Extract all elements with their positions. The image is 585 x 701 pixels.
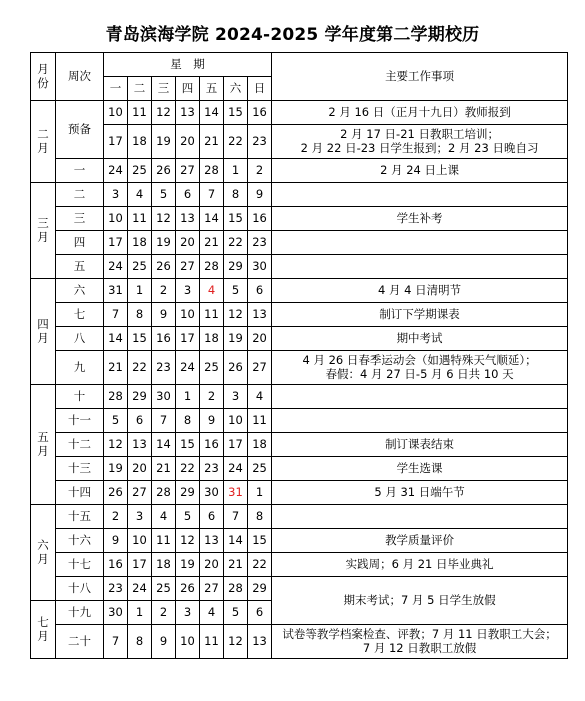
day-cell: 16	[248, 207, 272, 231]
day-cell: 9	[248, 183, 272, 207]
notes-cell: 制订下学期课表	[272, 303, 568, 327]
week-row	[31, 553, 568, 577]
day-cell: 22	[128, 351, 152, 385]
day-cell: 3	[128, 505, 152, 529]
day-cell: 1	[248, 481, 272, 505]
month-label-char: 七	[37, 614, 49, 629]
week-number: 十八	[56, 577, 104, 601]
day-cell: 7	[104, 303, 128, 327]
day-cell: 21	[104, 351, 128, 385]
month-label-char: 六	[37, 537, 49, 552]
day-cell: 2	[248, 159, 272, 183]
month-label-char: 月	[37, 140, 49, 155]
day-cell: 23	[104, 577, 128, 601]
day-cell: 14	[104, 327, 128, 351]
day-cell: 4	[152, 505, 176, 529]
notes-cell: 2 月 24 日上课	[272, 159, 568, 183]
weekday-header: 三	[152, 77, 176, 101]
notes-cell: 5 月 31 日端午节	[272, 481, 568, 505]
week-number: 十四	[56, 481, 104, 505]
day-cell: 5	[104, 409, 128, 433]
day-cell: 10	[176, 625, 200, 659]
day-cell: 2	[200, 385, 224, 409]
day-cell: 17	[176, 327, 200, 351]
week-number: 三	[56, 207, 104, 231]
day-cell: 15	[248, 529, 272, 553]
week-row	[31, 351, 568, 385]
weekday-header: 日	[248, 77, 272, 101]
day-cell: 28	[152, 481, 176, 505]
day-cell: 27	[176, 159, 200, 183]
month-header-char: 份	[37, 75, 49, 90]
notes-header: 主要工作事项	[272, 53, 568, 101]
day-cell: 16	[248, 101, 272, 125]
week-number: 十七	[56, 553, 104, 577]
day-cell: 25	[248, 457, 272, 481]
week-row	[31, 159, 568, 183]
notes-cell: 期中考试	[272, 327, 568, 351]
week-row	[31, 101, 568, 125]
notes-cell: 2 月 16 日（正月十九日）教师报到	[272, 101, 568, 125]
month-cell	[31, 601, 56, 659]
month-cell	[31, 101, 56, 183]
day-cell: 5	[224, 601, 248, 625]
day-cell: 19	[152, 231, 176, 255]
day-cell: 13	[176, 207, 200, 231]
day-cell: 7	[152, 409, 176, 433]
day-cell: 25	[152, 577, 176, 601]
week-number: 十五	[56, 505, 104, 529]
weekday-header: 六	[224, 77, 248, 101]
day-cell: 18	[152, 553, 176, 577]
day-cell: 12	[224, 625, 248, 659]
holiday-day-cell: 4	[200, 279, 224, 303]
day-cell: 28	[200, 159, 224, 183]
day-cell: 10	[128, 529, 152, 553]
day-cell: 26	[152, 255, 176, 279]
day-cell: 21	[200, 231, 224, 255]
day-cell: 1	[176, 385, 200, 409]
day-cell: 13	[176, 101, 200, 125]
day-cell: 3	[176, 601, 200, 625]
notes-cell: 试卷等教学档案检查、评教；7 月 11 日教职工大会； 7 月 12 日教职工放假	[272, 625, 568, 659]
notes-cell	[272, 183, 568, 207]
day-cell: 7	[224, 505, 248, 529]
day-cell: 20	[248, 327, 272, 351]
day-cell: 5	[224, 279, 248, 303]
day-cell: 11	[128, 101, 152, 125]
month-label-char: 月	[37, 551, 49, 566]
notes-cell: 2 月 17 日-21 日教职工培训； 2 月 22 日-23 日学生报到；2 月 23 日晚自习	[272, 125, 568, 159]
day-cell: 12	[152, 207, 176, 231]
week-row	[31, 529, 568, 553]
week-number: 十三	[56, 457, 104, 481]
week-row	[31, 303, 568, 327]
week-row	[31, 433, 568, 457]
day-cell: 30	[200, 481, 224, 505]
month-label-char: 四	[37, 316, 49, 331]
day-cell: 27	[200, 577, 224, 601]
day-cell: 8	[224, 183, 248, 207]
day-cell: 16	[200, 433, 224, 457]
notes-cell: 实践周；6 月 21 日毕业典礼	[272, 553, 568, 577]
month-label-char: 五	[37, 429, 49, 444]
notes-cell	[272, 385, 568, 409]
day-cell: 11	[200, 625, 224, 659]
week-row	[31, 409, 568, 433]
day-cell: 5	[176, 505, 200, 529]
day-cell: 8	[248, 505, 272, 529]
week-number: 七	[56, 303, 104, 327]
day-cell: 22	[224, 231, 248, 255]
notes-cell: 期末考试；7 月 5 日学生放假	[272, 577, 568, 625]
week-number: 六	[56, 279, 104, 303]
day-cell: 13	[128, 433, 152, 457]
day-cell: 12	[152, 101, 176, 125]
week-header: 周次	[56, 53, 104, 101]
month-label-char: 月	[37, 229, 49, 244]
notes-cell	[272, 231, 568, 255]
day-cell: 6	[200, 505, 224, 529]
day-cell: 16	[152, 327, 176, 351]
day-cell: 9	[200, 409, 224, 433]
day-cell: 20	[128, 457, 152, 481]
day-cell: 9	[152, 303, 176, 327]
day-cell: 27	[176, 255, 200, 279]
day-cell: 2	[104, 505, 128, 529]
day-cell: 11	[248, 409, 272, 433]
day-cell: 29	[224, 255, 248, 279]
day-cell: 2	[152, 279, 176, 303]
week-row	[31, 577, 568, 601]
notes-cell: 4 月 4 日清明节	[272, 279, 568, 303]
day-cell: 14	[152, 433, 176, 457]
day-cell: 26	[152, 159, 176, 183]
day-cell: 15	[128, 327, 152, 351]
day-cell: 12	[176, 529, 200, 553]
day-cell: 5	[152, 183, 176, 207]
day-cell: 20	[176, 231, 200, 255]
week-row	[31, 255, 568, 279]
month-label-char: 三	[37, 215, 49, 230]
week-row	[31, 385, 568, 409]
day-cell: 7	[200, 183, 224, 207]
day-cell: 17	[104, 125, 128, 159]
day-cell: 26	[224, 351, 248, 385]
day-cell: 27	[128, 481, 152, 505]
day-cell: 29	[128, 385, 152, 409]
day-cell: 15	[224, 101, 248, 125]
week-number: 五	[56, 255, 104, 279]
week-row	[31, 481, 568, 505]
day-cell: 23	[248, 125, 272, 159]
day-cell: 6	[248, 601, 272, 625]
day-cell: 15	[224, 207, 248, 231]
day-cell: 18	[128, 125, 152, 159]
week-number: 四	[56, 231, 104, 255]
day-cell: 17	[128, 553, 152, 577]
day-cell: 13	[200, 529, 224, 553]
day-cell: 9	[152, 625, 176, 659]
day-cell: 16	[104, 553, 128, 577]
day-cell: 25	[128, 255, 152, 279]
day-cell: 27	[248, 351, 272, 385]
weekday-header: 五	[200, 77, 224, 101]
day-cell: 23	[200, 457, 224, 481]
page-title: 青岛滨海学院 2024-2025 学年度第二学期校历	[105, 25, 480, 45]
day-cell: 6	[128, 409, 152, 433]
notes-cell: 学生补考	[272, 207, 568, 231]
day-cell: 29	[248, 577, 272, 601]
notes-cell: 制订课表结束	[272, 433, 568, 457]
day-cell: 17	[104, 231, 128, 255]
day-cell: 15	[176, 433, 200, 457]
day-cell: 23	[248, 231, 272, 255]
month-label-char: 月	[37, 330, 49, 345]
month-cell	[31, 385, 56, 505]
calendar-table	[30, 52, 568, 659]
week-number: 二十	[56, 625, 104, 659]
day-cell: 12	[224, 303, 248, 327]
week-row	[31, 125, 568, 159]
day-cell: 24	[104, 255, 128, 279]
day-cell: 13	[248, 303, 272, 327]
week-number: 二	[56, 183, 104, 207]
day-cell: 24	[104, 159, 128, 183]
week-row	[31, 279, 568, 303]
day-cell: 8	[128, 625, 152, 659]
day-cell: 22	[176, 457, 200, 481]
day-cell: 21	[224, 553, 248, 577]
day-cell: 2	[152, 601, 176, 625]
week-row	[31, 231, 568, 255]
day-cell: 4	[128, 183, 152, 207]
day-cell: 22	[248, 553, 272, 577]
week-row	[31, 327, 568, 351]
weekday-header: 四	[176, 77, 200, 101]
week-row	[31, 183, 568, 207]
day-cell: 10	[224, 409, 248, 433]
day-cell: 3	[104, 183, 128, 207]
day-cell: 22	[224, 125, 248, 159]
day-cell: 10	[104, 207, 128, 231]
day-cell: 21	[152, 457, 176, 481]
day-cell: 28	[104, 385, 128, 409]
day-cell: 10	[104, 101, 128, 125]
day-cell: 24	[176, 351, 200, 385]
day-cell: 28	[224, 577, 248, 601]
day-cell: 8	[128, 303, 152, 327]
day-cell: 6	[248, 279, 272, 303]
day-cell: 12	[104, 433, 128, 457]
day-cell: 30	[104, 601, 128, 625]
day-cell: 18	[128, 231, 152, 255]
notes-cell	[272, 409, 568, 433]
month-cell	[31, 505, 56, 601]
day-cell: 14	[224, 529, 248, 553]
day-cell: 9	[104, 529, 128, 553]
weekday-header: 一	[104, 77, 128, 101]
notes-cell: 学生选课	[272, 457, 568, 481]
week-number: 十二	[56, 433, 104, 457]
day-cell: 6	[176, 183, 200, 207]
week-number: 十	[56, 385, 104, 409]
day-cell: 31	[104, 279, 128, 303]
week-row	[31, 505, 568, 529]
month-label-char: 二	[37, 126, 49, 141]
notes-cell	[272, 255, 568, 279]
day-cell: 30	[152, 385, 176, 409]
day-cell: 11	[200, 303, 224, 327]
week-row	[31, 457, 568, 481]
day-cell: 19	[104, 457, 128, 481]
day-cell: 24	[128, 577, 152, 601]
day-cell: 10	[176, 303, 200, 327]
day-cell: 19	[152, 125, 176, 159]
notes-cell: 4 月 26 日春季运动会（如遇特殊天气顺延）； 春假：4 月 27 日-5 月 6 日共 10 天	[272, 351, 568, 385]
day-cell: 25	[200, 351, 224, 385]
month-header-char: 月	[37, 61, 49, 76]
day-cell: 3	[176, 279, 200, 303]
month-cell	[31, 279, 56, 385]
day-cell: 26	[176, 577, 200, 601]
day-cell: 25	[128, 159, 152, 183]
day-cell: 20	[200, 553, 224, 577]
day-cell: 11	[128, 207, 152, 231]
day-cell: 3	[224, 385, 248, 409]
day-cell: 1	[224, 159, 248, 183]
day-cell: 13	[248, 625, 272, 659]
week-number: 十九	[56, 601, 104, 625]
day-cell: 19	[224, 327, 248, 351]
week-number: 八	[56, 327, 104, 351]
day-cell: 20	[176, 125, 200, 159]
weekday-header: 二	[128, 77, 152, 101]
day-cell: 30	[248, 255, 272, 279]
week-row	[31, 207, 568, 231]
day-cell: 23	[152, 351, 176, 385]
week-number: 一	[56, 159, 104, 183]
day-cell: 8	[176, 409, 200, 433]
weekday-group-header: 星 期	[104, 53, 272, 77]
day-cell: 4	[248, 385, 272, 409]
day-cell: 11	[152, 529, 176, 553]
day-cell: 14	[200, 207, 224, 231]
day-cell: 14	[200, 101, 224, 125]
week-number: 九	[56, 351, 104, 385]
notes-cell: 教学质量评价	[272, 529, 568, 553]
day-cell: 29	[176, 481, 200, 505]
holiday-day-cell: 31	[224, 481, 248, 505]
month-label-char: 月	[37, 443, 49, 458]
month-label-char: 月	[37, 628, 49, 643]
day-cell: 26	[104, 481, 128, 505]
day-cell: 1	[128, 601, 152, 625]
day-cell: 1	[128, 279, 152, 303]
day-cell: 7	[104, 625, 128, 659]
notes-cell	[272, 505, 568, 529]
week-number: 十六	[56, 529, 104, 553]
header-row-1	[31, 53, 568, 77]
week-row	[31, 625, 568, 659]
week-number: 十一	[56, 409, 104, 433]
day-cell: 19	[176, 553, 200, 577]
day-cell: 17	[224, 433, 248, 457]
day-cell: 24	[224, 457, 248, 481]
day-cell: 28	[200, 255, 224, 279]
week-number: 预备	[56, 101, 104, 159]
month-header	[31, 53, 56, 101]
day-cell: 18	[248, 433, 272, 457]
day-cell: 4	[200, 601, 224, 625]
month-cell	[31, 183, 56, 279]
day-cell: 21	[200, 125, 224, 159]
day-cell: 18	[200, 327, 224, 351]
